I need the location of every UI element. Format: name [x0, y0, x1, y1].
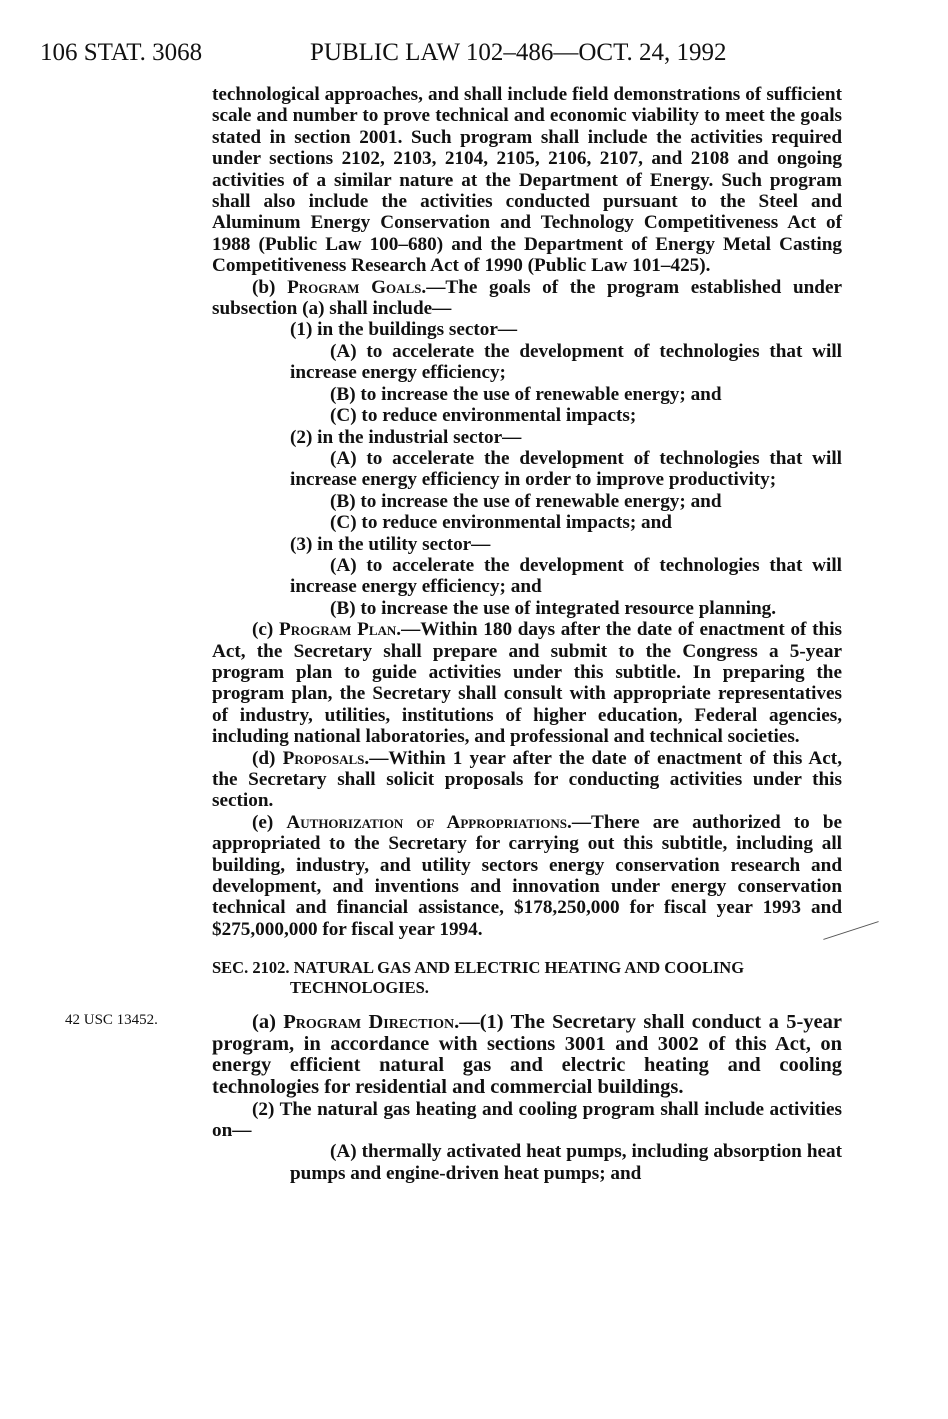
subsection-b — [212, 277, 842, 320]
clause-b2A: (A) to accelerate the development of technologies that will increase energy efficiency in order to improve productivity; — [290, 447, 842, 491]
clause-b1B: (B) to increase the use of renewable energy; and — [330, 383, 722, 405]
subsection-a-heading: Program Direction. — [283, 1011, 460, 1034]
subsection-e-label: (e) — [252, 811, 287, 833]
subsection-b-label: (b) — [252, 276, 288, 298]
clause-b2C: (C) to reduce environmental impacts; and — [330, 512, 672, 534]
subsection-e-text: —There are authorized to be appropriated to the Secretary for carrying out this subtitle, including all building, industry, and utility sectors energy conservation research and development, and inventions and innovation under energy conservation technical and financial assistance, $178,250,000 for fiscal year 1993 and $275,000,000 for fiscal year 1994. — [212, 811, 843, 940]
clause-a2A: (A) thermally activated heat pumps, including absorption heat pumps and engine-driven heat pumps; and — [290, 1141, 842, 1184]
public-law-citation: PUBLIC LAW 102–486—OCT. 24, 1992 — [310, 39, 727, 66]
clause-b2B: (B) to increase the use of renewable energy; and — [330, 490, 722, 512]
subsection-d-heading: Proposals. — [282, 747, 370, 769]
usc-margin-note: 42 USC 13452. — [65, 1012, 158, 1028]
subsection-c-label: (c) — [252, 619, 280, 641]
subsection-b-heading: Program Goals. — [287, 276, 427, 298]
page-header — [40, 38, 908, 72]
subsection-c-text: —Within 180 days after the date of enactment of this Act, the Secretary shall prepare and submit to the Congress a 5-year program plan to guide activities under this subtitle. In preparing the program plan, the Secretary shall consult with appropriate representatives of industry, utilities, institutions of higher education, Federal agencies, including national laboratories, and professional and technical societies. — [212, 619, 843, 748]
subsection-b-text: —The goals of the program established under subsection (a) shall include— — [212, 276, 843, 320]
stat-citation: 106 STAT. 3068 — [40, 39, 203, 66]
paragraph-b2: (2) in the industrial sector— — [290, 426, 522, 448]
subsection-d-text: —Within 1 year after the date of enactment of this Act, the Secretary shall solicit proposals for conducting activities under this section. — [212, 747, 842, 812]
paragraph-b3: (3) in the utility sector— — [290, 533, 491, 555]
subsection-e — [212, 812, 842, 940]
document-body — [212, 84, 842, 1184]
subsection-d — [212, 748, 842, 812]
subsection-a-text: —(1) The Secretary shall conduct a 5-year program, in accordance with sections 3001 and 3002 of this Act, on energy efficient natural gas and electric heating and cooling technologies for residential and commercial buildings. — [212, 1011, 842, 1099]
section-2102-heading: SEC. 2102. NATURAL GAS AND ELECTRIC HEATING AND COOLING TECHNOLOGIES. — [212, 958, 745, 998]
subsection-a — [212, 1012, 842, 1098]
clause-b1A-text: (A) to accelerate the development of technologies that will increase energy efficiency; — [290, 340, 842, 384]
clause-b1A — [212, 341, 842, 384]
paragraph-b1: (1) in the buildings sector— — [290, 319, 518, 341]
paragraph-continuation: technological approaches, and shall include field demonstrations of sufficient scale and number to prove technical and economic viability to meet the goals stated in section 2001. Such program shall include the activities required under sections 2102, 2103, 2104, 2105, 2106, 2107, and 2108 and ongoing activities of a similar nature at the Department of Energy. Such program shall also include the activities conducted pursuant to the Steel and Aluminum Energy Conservation and Technology Competitiveness Act of 1988 (Public Law 100–680) and the Department of Energy Metal Casting Competitiveness Research Act of 1990 (Public Law 101–425). — [212, 84, 842, 277]
subsection-c-heading: Program Plan. — [279, 619, 402, 641]
subsection-a-label: (a) — [252, 1011, 284, 1034]
subsection-e-heading: Authorization of Appropriations. — [286, 811, 572, 833]
clause-b1C: (C) to reduce environmental impacts; — [330, 405, 637, 427]
subsection-d-label: (d) — [252, 747, 283, 769]
clause-b3A: (A) to accelerate the development of technologies that will increase energy efficiency; and — [290, 554, 842, 598]
clause-b3B: (B) to increase the use of integrated resource planning. — [330, 597, 777, 619]
paragraph-a2: (2) The natural gas heating and cooling program shall include activities on— — [212, 1098, 842, 1142]
subsection-c — [212, 619, 842, 747]
